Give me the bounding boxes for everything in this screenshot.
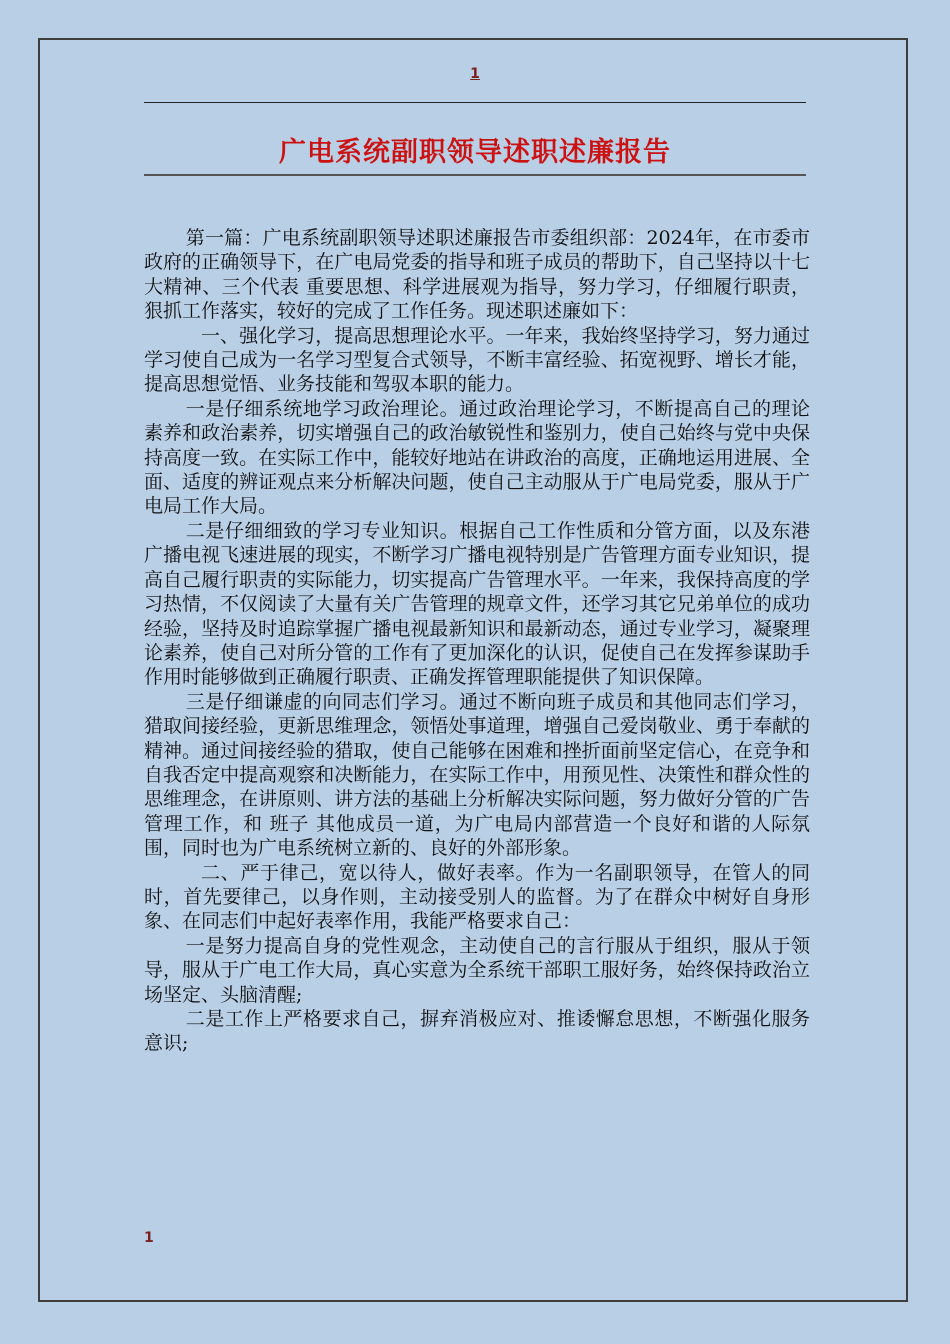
paragraph-point-3: 三是仔细谦虚的向同志们学习。通过不断向班子成员和其他同志们学习，猎取间接经验，更新思维理念，领悟处事道理，增强自己爱岗敬业、勇于奉献的精神。通过间接经验的猎取，使自己能够在困难和挫折面前坚定信心，在竞争和自我否定中提高观察和决断能力，在实际工作中，用预见性、决策性和群众性的思维理念，在讲原则、讲方法的基础上分析解决实际问题，努力做好分管的广告管理工作，和 班子 其他成员一道，为广电局内部营造一个良好和谐的人际氛围，同时也为广电系统树立新的、良好的外部形象。 <box>144 690 810 860</box>
document-title: 广电系统副职领导述职述廉报告 <box>279 137 671 168</box>
header-page-number: 1 <box>470 66 480 82</box>
paragraph-point-4: 一是努力提高自身的党性观念，主动使自己的言行服从于组织，服从于领导，服从于广电工作大局，真心实意为全系统干部职工服好务，始终保持政治立场坚定、头脑清醒; <box>144 934 810 1006</box>
paragraph-point-5: 二是工作上严格要求自己，摒弃消极应对、推诿懈怠思想，不断强化服务意识; <box>144 1008 810 1055</box>
paragraph-intro: 第一篇：广电系统副职领导述职述廉报告市委组织部：2024年，在市委市政府的正确领导下，在广电局党委的指导和班子成员的帮助下，自己坚持以十七大精神、三个代表 重要思想、科学进展观为指导，努力学习，仔细履行职责，狠抓工作落实，较好的完成了工作任务。现述职述廉如下： <box>144 227 810 323</box>
title-divider <box>144 174 806 176</box>
paragraph-section-2: 二、严于律己，宽以待人，做好表率。作为一名副职领导，在管人的同时，首先要律己，以身作则，主动接受别人的监督。为了在群众中树好自身形象、在同志们中起好表率作用，我能严格要求自己： <box>144 861 810 933</box>
footer-page-number: 1 <box>144 1230 154 1246</box>
header-divider <box>144 102 806 103</box>
paragraph-point-1: 一是仔细系统地学习政治理论。通过政治理论学习，不断提高自己的理论素养和政治素养，切实增强自己的政治敏锐性和鉴别力，使自己始终与党中央保持高度一致。在实际工作中，能较好地站在讲政治的高度，正确地运用进展、全面、适度的辨证观点来分析解决问题，使自己主动服从于广电局党委，服从于广电局工作大局。 <box>144 397 810 518</box>
paragraph-point-2: 二是仔细细致的学习专业知识。根据自己工作性质和分管方面，以及东港广播电视飞速进展的现实，不断学习广播电视特别是广告管理方面专业知识，提高自己履行职责的实际能力，切实提高广告管理水平。一年来，我保持高度的学习热情，不仅阅读了大量有关广告管理的规章文件，还学习其它兄弟单位的成功经验，坚持及时追踪掌握广播电视最新知识和最新动态，通过专业学习，凝聚理论素养，使自己对所分管的工作有了更加深化的认识，促使自己在发挥参谋助手作用时能够做到正确履行职责、正确发挥管理职能提供了知识保障。 <box>144 519 810 689</box>
paragraph-section-1: 一、强化学习，提高思想理论水平。一年来，我始终坚持学习，努力通过学习使自己成为一名学习型复合式领导，不断丰富经验、拓宽视野、增长才能，提高思想觉悟、业务技能和驾驭本职的能力。 <box>144 324 810 396</box>
document-body <box>144 226 810 1056</box>
